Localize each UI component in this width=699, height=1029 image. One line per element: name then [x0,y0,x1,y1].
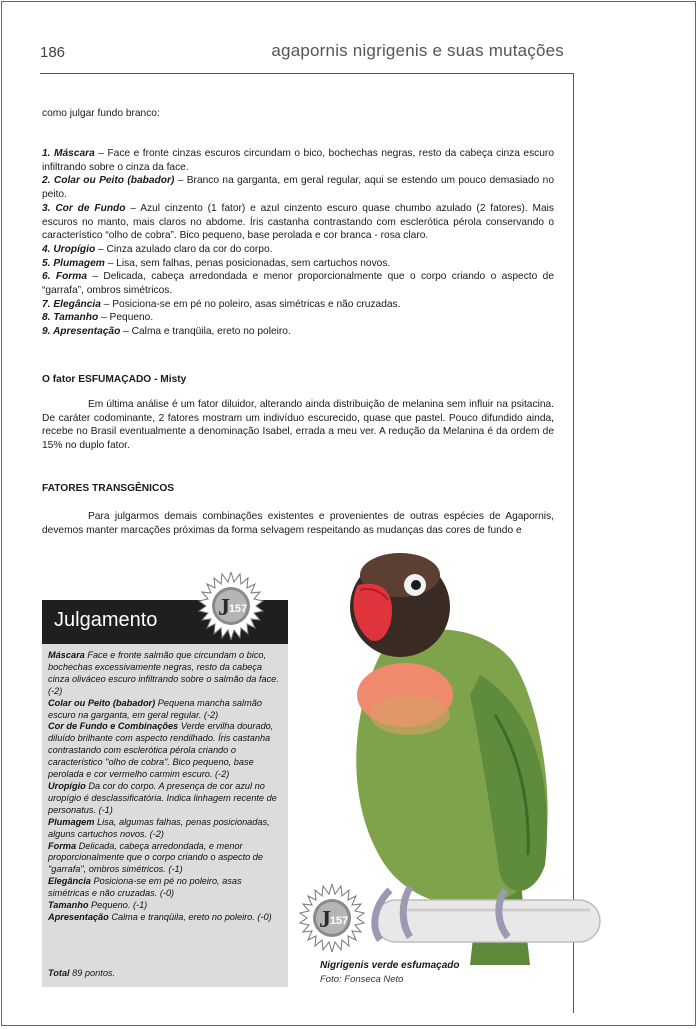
julgamento-list [48,650,284,924]
julgamento-term: Tamanho [48,900,89,911]
julgamento-item [48,781,284,817]
criterion-term: 1. Máscara [42,148,95,159]
julgamento-item [48,817,284,841]
misty-paragraph: Em última análise é um fator diluidor, alterando ainda distribuição de melanina sem influir na psitacina. De caráter codominante, 2 fatores mostram um indivíduo escurecido, quase que pastel. Pouco difundido ainda, recebe no Brasil eventualmente a denominação Isabel, errada a meu ver. A redução da Melanina é da ordem de 15% no duplo fator. [42,399,554,452]
criterion-item [42,311,554,325]
photo-caption-title: Nigrigenis verde esfumaçado [320,960,460,971]
julgamento-text: Pequena mancha salmão escuro na garganta, em geral regular. (-2) [48,697,262,720]
transgenicos-heading: FATORES TRANSGÊNICOS [42,483,175,494]
criterion-item [42,298,554,312]
badge-number: 157 [228,603,248,615]
julgamento-total [48,968,115,978]
julgamento-text: Delicada, cabeça arredondada, e menor proporcionalmente que o corpo criando o aspecto de "garrafa", ombros simétricos. (-1) [48,840,264,875]
julgamento-item [48,912,284,924]
parrot-photo [330,545,605,965]
julgamento-term: Colar ou Peito (babador) [48,697,156,708]
judge-badge-icon [197,572,265,640]
criterion-text: – Delicada, cabeça arredondada e menor proporcionalmente que o corpo criando o aspecto de “garrafa”, ombros simétricos. [42,271,554,297]
photo-caption-credit: Foto: Fonseca Neto [320,974,404,985]
criterion-text: – Pequeno. [98,312,154,324]
criterion-item [42,270,554,297]
criterion-term: 5. Plumagem [42,257,105,269]
julgamento-item [48,841,284,877]
julgamento-term: Uropígio [48,780,86,791]
criterion-term: 9. Apresentação [42,326,121,338]
julgamento-text: Face e fronte salmão que circundam o bico, bochechas excessivamente negras, resto da cabeça cinza oliváceo escuro infiltrando sobre o salmão da face. (-2) [48,650,279,696]
criterion-term: 8. Tamanho [42,312,99,324]
criterion-item [42,257,554,271]
julgamento-term: Forma [48,840,77,851]
criterion-term: 7. Elegância [42,298,101,310]
criterion-term: 3. Cor de Fundo [42,202,126,214]
julgamento-term: Apresentação [48,911,109,922]
total-value: 89 pontos. [69,968,116,978]
criterion-item [42,147,554,174]
julgamento-text: Da cor do corpo. A presença de cor azul no uropígio é desclassificatória. Indica linhagem recente de personatus. (-1) [48,780,277,815]
julgamento-text: Posiciona-se em pé no poleiro, asas simétricas e não cruzadas. (-0) [48,876,242,899]
misty-heading: O fator ESFUMAÇADO - Misty [42,374,187,385]
criterion-text: – Posiciona-se em pé no poleiro, asas simétricas e não cruzadas. [100,298,401,310]
header-rule [40,73,574,74]
julgamento-term: Máscara [48,650,85,660]
judge-badge-icon [298,884,366,952]
criterion-text: – Face e fronte cinzas escuros circundam o bico, bochechas negras, resto da cabeça cinza escuro infiltrando sobre o cinza da face. [42,148,554,173]
badge-letter: J [319,907,331,933]
transgenicos-paragraph: Para julgarmos demais combinações existentes e provenientes de outras espécies de Agapornis, devemos manter marcações próximas da forma selvagem respeitando as mudanças das cores de fundo e [42,511,554,536]
criterion-item [42,243,554,257]
criterion-term: 2. Colar ou Peito (babador) [42,175,175,187]
julgamento-term: Plumagem [48,816,95,827]
criterion-text: – Lisa, sem falhas, penas posicionadas, sem cartuchos novos. [104,257,391,269]
running-head: agapornis nigrigenis e suas mutações [271,41,564,60]
julgamento-text: Pequeno. (-1) [88,900,148,911]
criterion-item [42,174,554,201]
julgamento-item [48,698,284,722]
julgamento-text: Verde ervilha dourado, diluído brilhante com aspecto rendilhado. Íris castanha contrastando com esclerótica pérola criando o característico "olho de cobra". Bico pequeno, base perolada e cor vermelho carmim escuro. (-2) [48,721,274,780]
julgamento-text: Calma e tranqüila, ereto no poleiro. (-0) [108,911,272,922]
criteria-list [42,147,554,339]
julgamento-term: Elegância [48,876,91,887]
badge-letter: J [218,595,230,621]
julgamento-item [48,721,284,781]
julgamento-item [48,876,284,900]
criterion-item [42,202,554,243]
criterion-item [42,325,554,339]
badge-number: 157 [329,915,349,927]
criterion-text: – Calma e tranqüila, ereto no poleiro. [120,326,291,338]
julgamento-box [42,600,288,987]
criterion-term: 6. Forma [42,271,87,283]
julgamento-title: Julgamento [54,609,158,631]
criterion-text: – Branco na garganta, em geral regular, aqui se estendo um pouco demasiado no peito. [42,175,555,201]
julgamento-text: Lisa, algumas falhas, penas posicionadas, alguns cartuchos novos. (-2) [48,816,270,839]
page-number: 186 [40,44,66,61]
criterion-term: 4. Uropígio [42,243,96,255]
intro-line: como julgar fundo branco: [42,108,160,119]
bird-eye [411,580,421,590]
julgamento-item [48,650,284,698]
total-term: Total [48,968,70,978]
criterion-text: – Cinza azulado claro da cor do corpo. [95,243,273,255]
criterion-text: – Azul cinzento (1 fator) e azul cinzento escuro quase chumbo azulado (2 fatores). Mais escuros no manto, mais claros no abdome. Íris castanha contrastando com esclerótica pérola conservando o característico “olho de cobra”. Bico pequeno, base perolada e cor branca - rosa claro. [42,202,555,242]
julgamento-item [48,900,284,912]
julgamento-term: Cor de Fundo e Combinações [48,721,179,732]
